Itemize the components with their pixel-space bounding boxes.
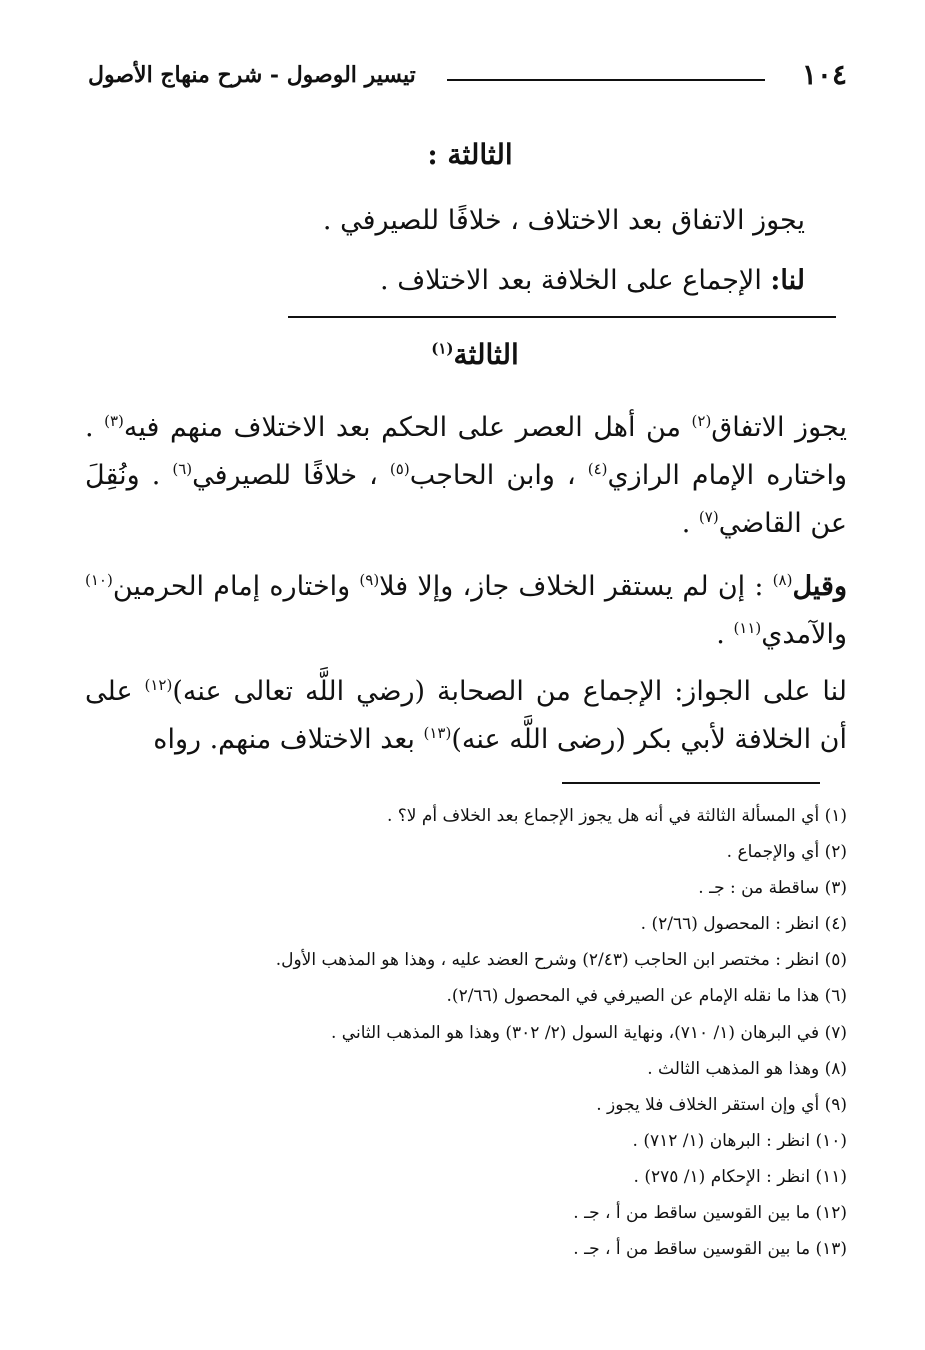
page-header <box>88 58 847 98</box>
text-run: والآمدي <box>761 619 847 650</box>
text-run: يجوز الاتفاق <box>711 412 847 443</box>
footnote: (٢) أي والإجماع . <box>726 842 847 863</box>
footnote: (٩) أي وإن استقر الخلاف فلا يجوز . <box>596 1094 847 1115</box>
text-run: على أن الخلافة لأبي بكر (رضى اللَّه عنه) <box>85 676 847 755</box>
sharh-heading-text: الثالثة <box>453 338 519 371</box>
footnotes-list <box>77 801 847 1270</box>
matn-line-2 <box>380 265 805 296</box>
footnote: (٨) وهذا هو المذهب الثالث . <box>647 1058 847 1079</box>
footnote: (١٢) ما بين القوسين ساقط من أ ، جـ . <box>573 1203 847 1224</box>
matn-divider <box>288 316 836 318</box>
footnote-ref: (١٣) <box>423 724 452 742</box>
text-run: . <box>716 619 734 650</box>
text-run: . <box>681 508 699 539</box>
footnote-ref: (٣) <box>104 412 124 430</box>
footnote: (١٠) انظر : البرهان (١/ ٧١٢) . <box>632 1130 847 1151</box>
text-run: . واختاره الإمام الرازي <box>85 412 847 491</box>
footnote-ref: (١١) <box>733 619 762 637</box>
sharh-paragraph-2 <box>85 563 847 659</box>
footnote-ref: (١٠) <box>85 571 113 589</box>
footnote: (٦) هذا ما نقله الإمام عن الصيرفي في المحصول (٢/٦٦). <box>446 986 847 1007</box>
footnote: (٤) انظر : المحصول (٢/٦٦) . <box>640 914 847 935</box>
footnote-ref: (١) <box>431 339 454 358</box>
running-title: تيسير الوصول - شرح منهاج الأصول <box>88 62 416 88</box>
footnote-ref: (٤) <box>587 460 608 478</box>
matn-heading: الثالثة : <box>427 138 513 171</box>
sharh-paragraph-1 <box>85 404 847 548</box>
footnote-ref: (٥) <box>389 460 410 478</box>
footnote: (٥) انظر : مختصر ابن الحاجب (٢/٤٣) وشرح العضد عليه ، وهذا هو المذهب الأول. <box>275 950 847 971</box>
text-run: من أهل العصر على الحكم بعد الاختلاف منهم فيه <box>123 412 692 443</box>
matn-line-2-text: الإجماع على الخلافة بعد الاختلاف . <box>380 265 771 296</box>
text-run: لنا على الجواز: الإجماع من الصحابة (رضي اللَّه تعالى عنه) <box>172 676 847 707</box>
paragraph-label: وقيل <box>792 571 847 602</box>
text-run: واختاره إمام الحرمين <box>112 571 360 602</box>
matn-line-1: يجوز الاتفاق بعد الاختلاف ، خلافًا للصيرفي . <box>322 205 805 236</box>
footnote-ref: (٨) <box>772 571 793 589</box>
text-run: بعد الاختلاف منهم. رواه <box>153 724 424 755</box>
sharh-paragraph-3 <box>85 668 847 764</box>
footnote-ref: (٦) <box>172 460 193 478</box>
sharh-heading <box>390 338 560 371</box>
header-rule <box>447 79 765 81</box>
footnote: (٣) ساقطة من : جـ . <box>698 878 847 899</box>
text-run: . ونُقِلَ عن القاضي <box>85 460 847 539</box>
text-run: ، وابن الحاجب <box>409 460 588 491</box>
text-run: : إن لم يستقر الخلاف جاز، وإلا فلا <box>379 571 773 602</box>
page-number: ١٠٤ <box>801 58 847 91</box>
text-run: ، خلافًا للصيرفي <box>192 460 390 491</box>
footnote-separator <box>562 782 820 784</box>
footnote: (١٣) ما بين القوسين ساقط من أ ، جـ . <box>573 1239 847 1260</box>
footnote-ref: (٢) <box>691 412 712 430</box>
footnote: (١١) انظر : الإحكام (١/ ٢٧٥) . <box>633 1166 847 1187</box>
footnote-ref: (١٢) <box>144 676 173 694</box>
footnote-ref: (٩) <box>359 571 380 589</box>
matn-label: لنا: <box>770 265 805 296</box>
footnote: (٧) في البرهان (١/ ٧١٠)، ونهاية السول (٢/ ٣٠٢) وهذا هو المذهب الثاني . <box>330 1022 847 1043</box>
footnote: (١) أي المسألة الثالثة في أنه هل يجوز الإجماع بعد الخلاف أم لا؟ . <box>386 806 847 826</box>
footnote-ref: (٧) <box>698 508 719 526</box>
